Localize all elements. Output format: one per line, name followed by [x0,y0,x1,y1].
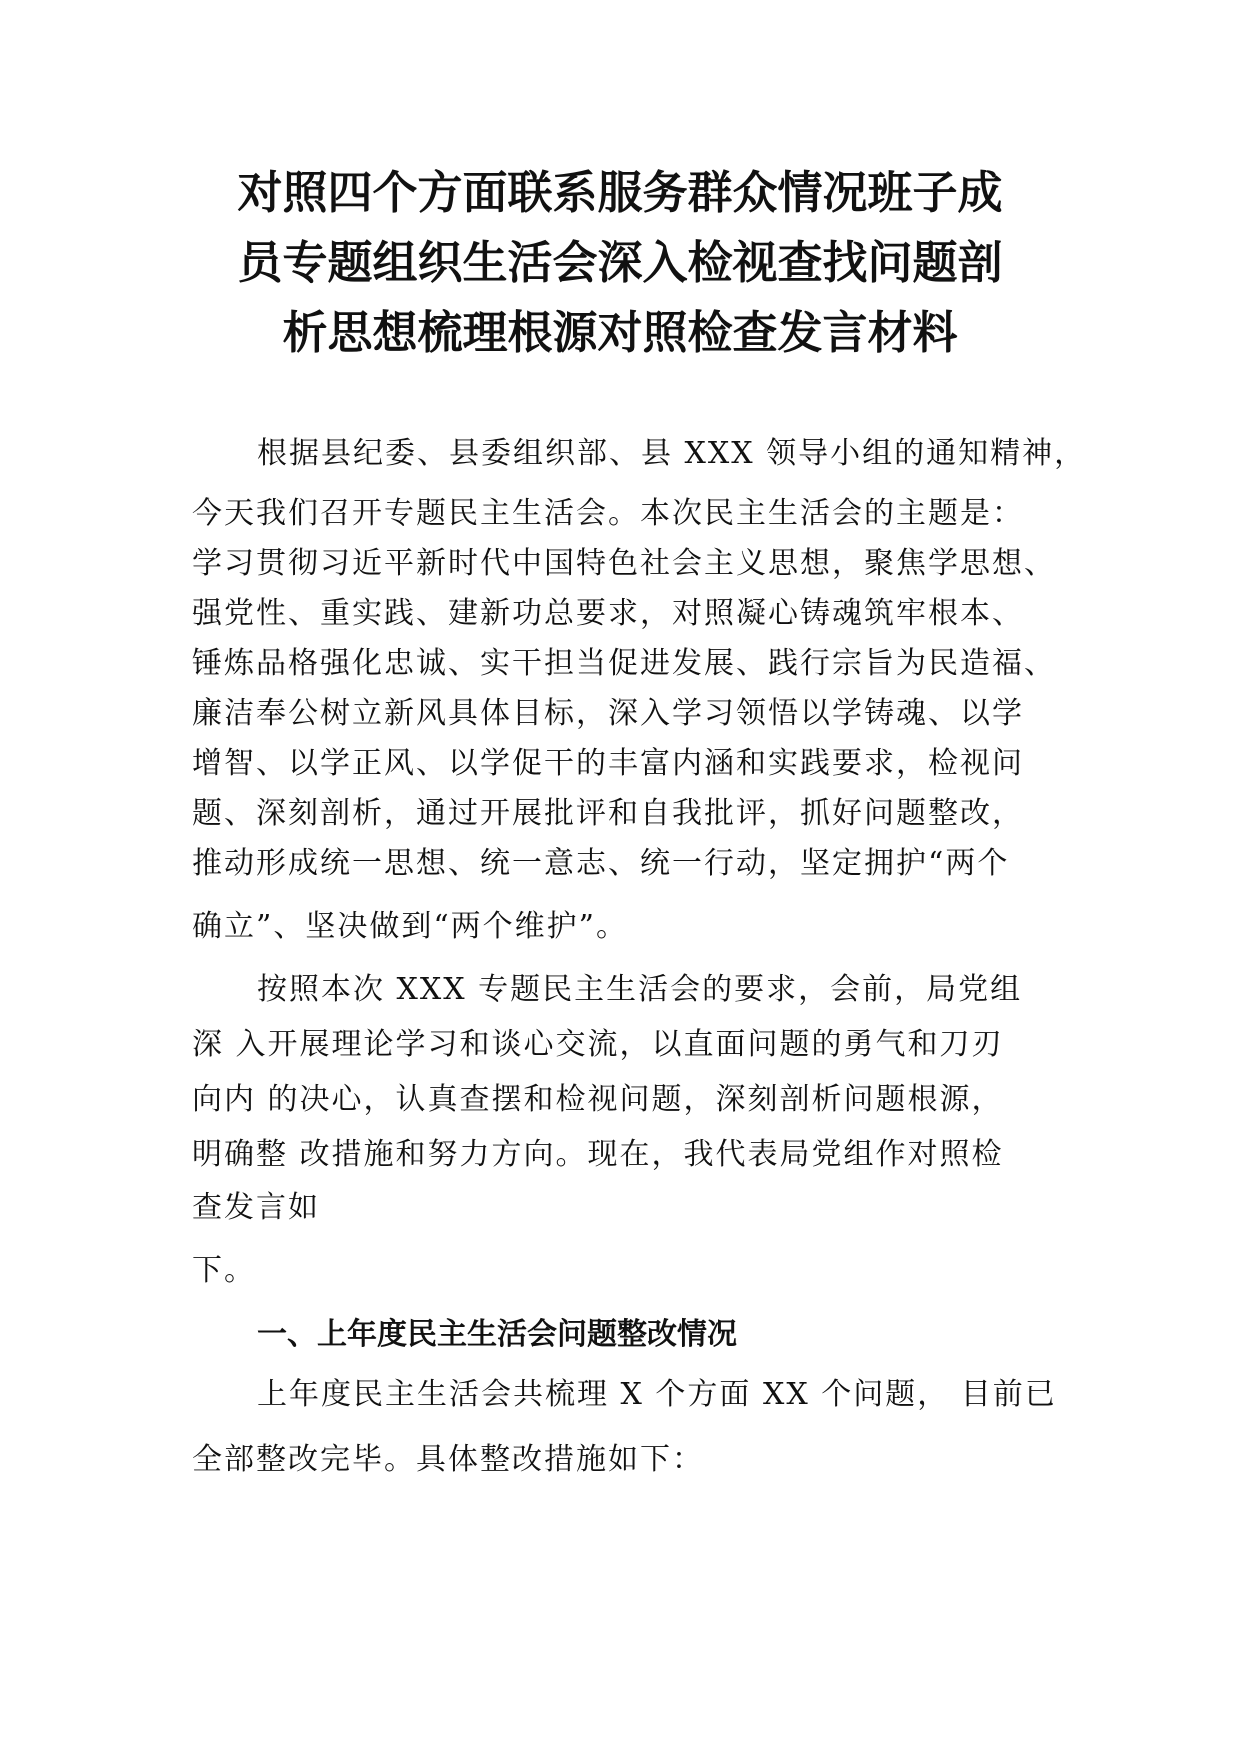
paragraph-1-line-2: 今天我们召开专题民主生活会。本次民主生活会的主题是： [192,496,1024,531]
paragraph-2-line-3: 向内 的决心，认真查摆和检视问题，深刻剖析问题根源， [192,1082,1004,1117]
title-line-1: 对照四个方面联系服务群众情况班子成 [237,166,1003,219]
paragraph-2-line-5: 查发言如 [192,1190,320,1225]
section-1-line-2: 全部整改完毕。具体整改措施如下： [192,1442,704,1477]
paragraph-1-line-10: 确立”、坚决做到“两个维护”。 [192,909,629,944]
paragraph-1-line-7: 增智、以学正风、以学促干的丰富内涵和实践要求，检视问 [192,746,1024,781]
title-line-3: 析思想梳理根源对照检查发言材料 [282,306,958,359]
paragraph-1-line-9: 推动形成统一思想、统一意志、统一行动，坚定拥护“两个 [192,846,1010,881]
paragraph-1-line-4: 强党性、重实践、建新功总要求，对照凝心铸魂筑牢根本、 [192,596,1024,631]
paragraph-1-line-8: 题、深刻剖析，通过开展批评和自我批评，抓好问题整改， [192,796,1024,831]
paragraph-2-line-4: 明确整 改措施和努力方向。现在，我代表局党组作对照检 [192,1137,1004,1172]
paragraph-2-line-2: 深 入开展理论学习和谈心交流，以直面问题的勇气和刀刃 [192,1027,1004,1062]
section-1-line-1: 上年度民主生活会共梳理 X 个方面 XX 个问题， 目前已 [257,1377,1057,1412]
paragraph-1-line-1: 根据县纪委、县委组织部、县 XXX 领导小组的通知精神， [257,436,1087,471]
paragraph-2-line-1: 按照本次 XXX 专题民主生活会的要求，会前，局党组 [257,972,1023,1007]
paragraph-1-line-3: 学习贯彻习近平新时代中国特色社会主义思想，聚焦学思想、 [192,546,1056,581]
section-heading: 一、上年度民主生活会问题整改情况 [257,1317,737,1352]
document-title [150,158,1090,368]
title-line-2: 员专题组织生活会深入检视查找问题剖 [237,236,1003,289]
paragraph-1-line-6: 廉洁奉公树立新风具体目标，深入学习领悟以学铸魂、以学 [192,696,1024,731]
paragraph-1-line-5: 锤炼品格强化忠诚、实干担当促进发展、践行宗旨为民造福、 [192,646,1056,681]
paragraph-2-line-6: 下。 [192,1253,256,1288]
